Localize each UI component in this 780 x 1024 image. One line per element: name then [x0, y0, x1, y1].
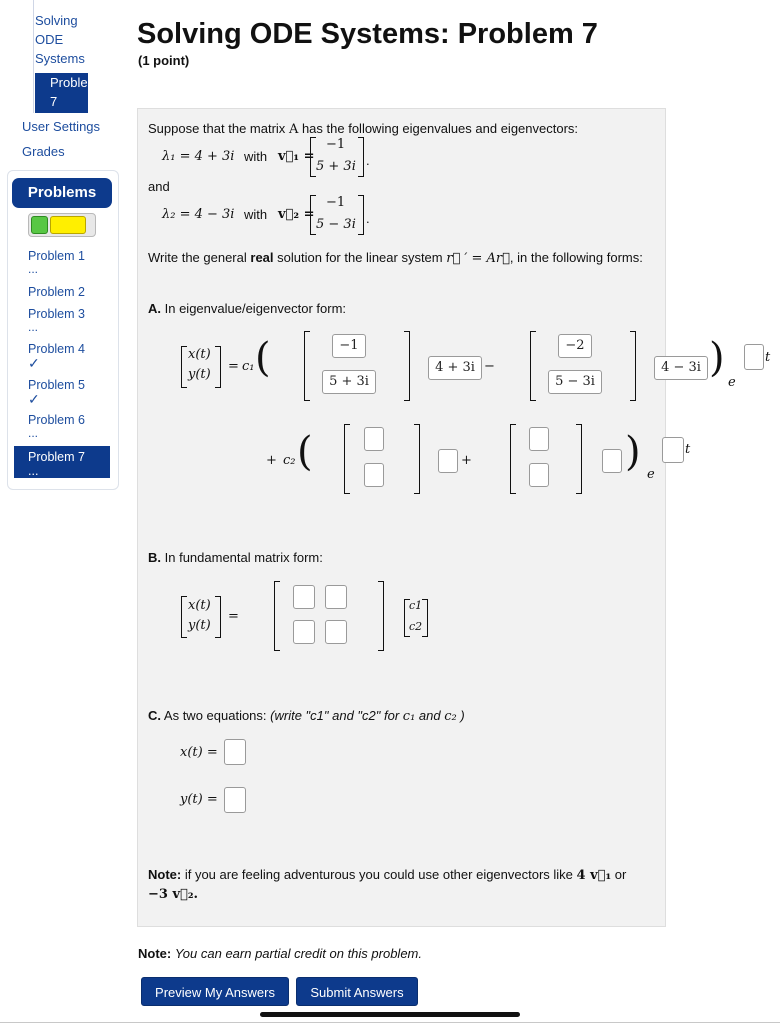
submit-answers-button[interactable]: Submit Answers	[296, 977, 418, 1006]
nav-grades[interactable]: Grades	[22, 144, 65, 159]
problem-link-7[interactable]	[14, 446, 110, 478]
A-c2-vec1-bottom-input[interactable]	[364, 463, 384, 487]
A-c2-vec2-bracket-left	[510, 424, 516, 494]
partC-hint-a: (write "c1" and "c2" for	[270, 708, 400, 723]
A-exp-t-2: t	[685, 442, 691, 457]
A-xy-bracket-right	[215, 346, 221, 388]
with-1: with	[244, 149, 268, 164]
A-exp-e-2: e	[647, 467, 655, 482]
problems-heading[interactable]: Problems	[12, 178, 112, 208]
B-c-bracket-right	[422, 599, 428, 637]
progress-bar	[28, 213, 96, 237]
A-xy-bracket-left	[181, 346, 187, 388]
A-y-of-t: y(t)	[188, 367, 211, 382]
inner-note-text: if you are feeling adventurous you could use other eigenvectors like	[184, 867, 573, 882]
intro-text-a: Suppose that the matrix	[148, 121, 286, 136]
progress-partial	[50, 216, 86, 234]
footer-note-label: Note:	[138, 946, 172, 961]
inner-note-label: Note:	[148, 867, 182, 882]
B-matrix-input-22[interactable]	[325, 620, 347, 644]
A-equals: =	[228, 359, 239, 374]
B-matrix-bracket-left	[274, 581, 280, 651]
problem-link-1[interactable]: Problem 1	[28, 249, 85, 263]
B-x-of-t: x(t)	[188, 598, 211, 613]
partial-credit-note	[138, 946, 422, 961]
C-x-input[interactable]	[224, 739, 246, 765]
inner-note-line1	[148, 867, 626, 883]
A-c2-vec2-bottom-input[interactable]	[529, 463, 549, 487]
problem-link-2[interactable]: Problem 2	[28, 285, 85, 299]
partB-text: In fundamental matrix form:	[164, 550, 323, 565]
v2-top: −1	[326, 195, 346, 210]
A-c2-vec1-bracket-right	[414, 424, 420, 494]
A-vec2-bracket-left	[530, 331, 536, 401]
bottom-divider	[0, 1022, 780, 1023]
A-c2-vec1-top-input[interactable]	[364, 427, 384, 451]
nav-current-problem[interactable]	[35, 73, 88, 113]
problem-link-4[interactable]: Problem 4	[28, 342, 85, 356]
problem-status-3: ...	[28, 320, 39, 334]
problem-check-5: ✓	[28, 391, 40, 407]
B-c2: c2	[409, 620, 423, 633]
partC-hint-c2: c₂	[444, 709, 457, 724]
B-xy-bracket-right	[215, 596, 221, 638]
v1-bracket-right	[358, 137, 364, 177]
v1-label: v⃗₁ =	[278, 149, 315, 164]
nav-course-line-2: ODE	[35, 32, 64, 47]
problem-link-6[interactable]: Problem 6	[28, 413, 85, 427]
C-y-label: y(t) =	[180, 792, 218, 807]
v2-bottom: 5 − 3i	[316, 217, 356, 232]
partC-hint-c1: c₁	[402, 709, 416, 724]
partC-heading	[148, 708, 465, 724]
nav-course-line-1: Solving	[35, 13, 78, 28]
A-c2-plus: +	[461, 453, 472, 468]
inner-note-v2: −3 v⃗₂.	[148, 887, 199, 902]
A-exp-e-1: e	[728, 375, 736, 390]
C-y-input[interactable]	[224, 787, 246, 813]
general-text-a: Write the general	[148, 250, 247, 265]
intro-text-b: has the following eigenvalues and eigenvectors:	[301, 121, 579, 136]
general-real: real	[250, 250, 274, 265]
B-matrix-input-21[interactable]	[293, 620, 315, 644]
home-indicator	[260, 1012, 520, 1017]
partC-hint-and: and	[418, 708, 441, 723]
problem-7-status: ...	[28, 464, 39, 478]
nav-divider	[33, 0, 34, 113]
B-xy-bracket-left	[181, 596, 187, 638]
v1-bottom: 5 + 3i	[316, 159, 356, 174]
B-y-of-t: y(t)	[188, 618, 211, 633]
problem-7-label: Problem 7	[28, 450, 85, 464]
A-vec1-bracket-right	[404, 331, 410, 401]
v1-period: .	[366, 153, 370, 168]
A-c2-paren-open: (	[297, 429, 313, 475]
A-c2: c₂	[283, 453, 296, 468]
A-c2-paren-close: )	[625, 429, 641, 475]
problems-panel	[7, 170, 119, 490]
partB-heading	[148, 550, 323, 565]
A-c1-paren-open: (	[255, 335, 271, 381]
inner-note-v1: 4 v⃗₁	[576, 868, 612, 883]
A-c2-vec2-top-input[interactable]	[529, 427, 549, 451]
v2-bracket-right	[358, 195, 364, 235]
A-vec1-bottom-input[interactable]: 5 + 3i	[322, 370, 376, 394]
A-vec2-multiplier-input[interactable]: 4 − 3i	[654, 356, 708, 380]
v1-top: −1	[326, 137, 346, 152]
partC-text: As two equations:	[163, 708, 267, 723]
A-c2-vec2-multiplier-input[interactable]	[602, 449, 622, 473]
general-text-b: solution for the linear system	[277, 250, 443, 265]
partA-label: A.	[148, 301, 161, 316]
A-minus: −	[484, 359, 495, 374]
progress-correct	[31, 216, 48, 234]
page-title: Solving ODE Systems: Problem 7	[137, 18, 598, 50]
partB-label: B.	[148, 550, 161, 565]
general-text-c: , in the following forms:	[509, 250, 643, 265]
nav-current-line-1: Proble	[50, 75, 88, 90]
A-plus: +	[266, 453, 277, 468]
A-vec2-bracket-right	[630, 331, 636, 401]
and-text: and	[148, 179, 170, 194]
lambda2: λ₂ = 4 − 3i	[162, 207, 235, 222]
nav-current-line-2: 7	[50, 94, 58, 109]
A-vec2-top-input[interactable]: −2	[558, 334, 592, 358]
inner-note-or: or	[614, 867, 627, 882]
A-vec2-bottom-input[interactable]: 5 − 3i	[548, 370, 602, 394]
A-exponent-input-2[interactable]	[662, 437, 684, 463]
problem-points: (1 point)	[138, 53, 190, 68]
A-exp-t-1: t	[765, 350, 771, 365]
intro-matrix-A: A	[288, 122, 299, 137]
problem-status-6: ...	[28, 426, 39, 440]
nav-user-settings[interactable]: User Settings	[22, 119, 101, 134]
with-2: with	[244, 207, 268, 222]
v2-period: .	[366, 211, 370, 226]
nav-course-line-3: Systems	[35, 51, 85, 66]
problem-body	[137, 108, 771, 927]
lambda1: λ₁ = 4 + 3i	[162, 149, 235, 164]
A-c1: c₁	[242, 359, 255, 374]
A-vec1-multiplier-input[interactable]: 4 + 3i	[428, 356, 482, 380]
general-line	[148, 250, 643, 266]
A-c1-paren-close: )	[709, 335, 725, 381]
A-exponent-input-1[interactable]	[744, 344, 764, 370]
v2-label: v⃗₂ =	[278, 207, 315, 222]
problem-link-3[interactable]: Problem 3	[28, 307, 85, 321]
footer-note-text: You can earn partial credit on this problem.	[174, 946, 422, 961]
partA-text: In eigenvalue/eigenvector form:	[164, 301, 347, 316]
C-x-label: x(t) =	[180, 745, 218, 760]
intro-line	[148, 121, 578, 137]
A-c2-vec1-multiplier-input[interactable]	[438, 449, 458, 473]
B-matrix-bracket-right	[378, 581, 384, 651]
problem-check-4: ✓	[28, 355, 40, 371]
A-vec1-bracket-left	[304, 331, 310, 401]
B-equals: =	[228, 609, 239, 624]
nav-link-course[interactable]	[35, 11, 110, 68]
A-c2-vec2-bracket-right	[576, 424, 582, 494]
B-c1: c1	[409, 599, 423, 612]
general-equation: r⃗ ′ = Ar⃗	[446, 251, 510, 266]
B-matrix-input-11[interactable]	[293, 585, 315, 609]
partC-hint-end: )	[460, 708, 465, 723]
A-x-of-t: x(t)	[188, 347, 211, 362]
problem-link-5[interactable]: Problem 5	[28, 378, 85, 392]
A-c2-vec1-bracket-left	[344, 424, 350, 494]
B-matrix-input-12[interactable]	[325, 585, 347, 609]
A-vec1-top-input[interactable]: −1	[332, 334, 366, 358]
preview-answers-button[interactable]: Preview My Answers	[141, 977, 289, 1006]
partC-label: C.	[148, 708, 161, 723]
partA-heading	[148, 301, 346, 316]
problem-status-1: ...	[28, 262, 39, 276]
